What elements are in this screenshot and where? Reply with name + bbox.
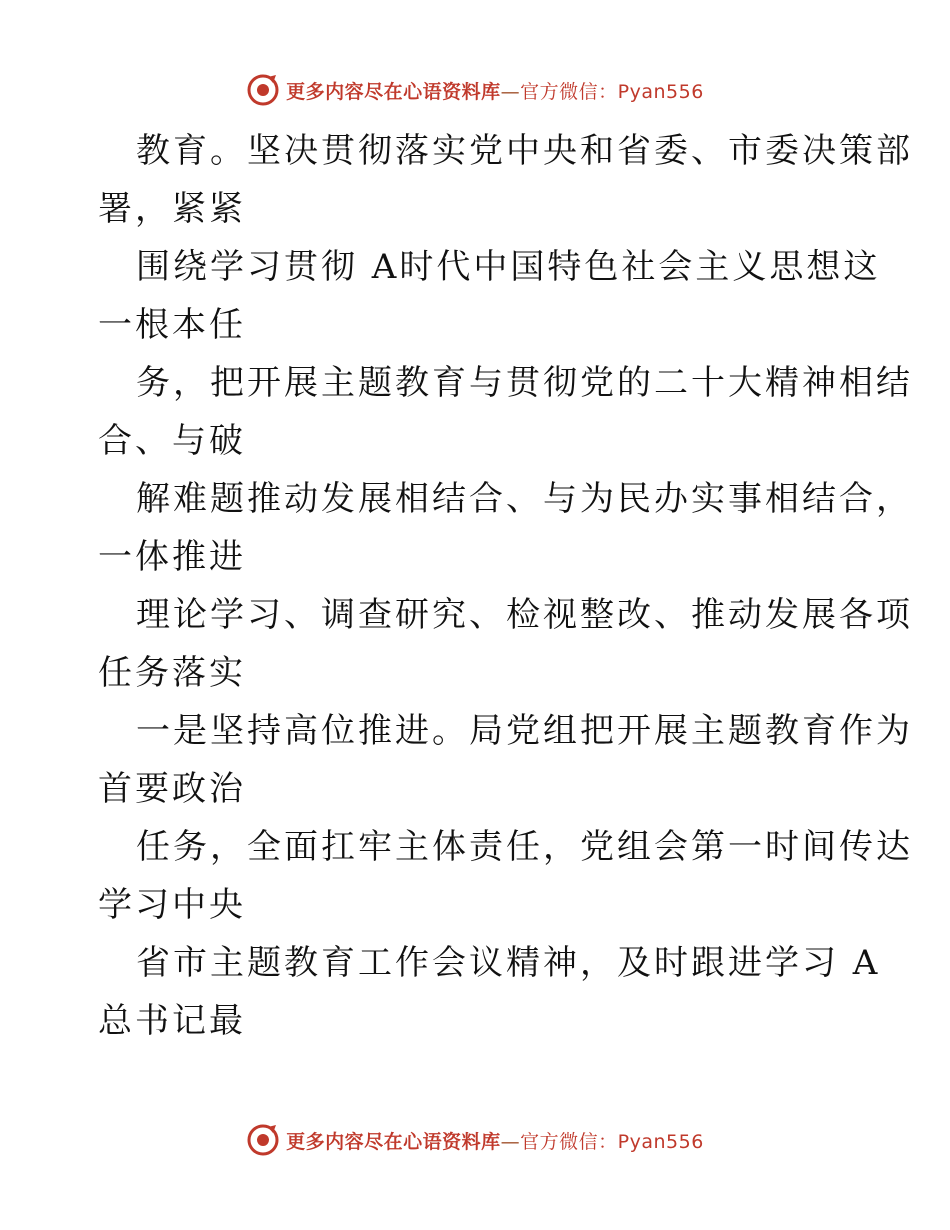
header-banner-dash: —	[500, 80, 521, 103]
paragraph	[98, 934, 881, 1050]
paragraph-line: 省市主题教育工作会议精神，及时跟进学习 A	[136, 943, 881, 983]
paragraph	[98, 470, 913, 586]
paragraph-line: 任务落实	[98, 653, 246, 693]
paragraph-line: 务，把开展主题教育与贯彻党的二十大精神相结	[136, 363, 913, 403]
paragraph-line: 任务，全面扛牢主体责任，党组会第一时间传达	[136, 827, 913, 867]
paragraph	[98, 354, 913, 470]
paragraph-line: 首要政治	[98, 769, 246, 809]
header-banner-text	[286, 77, 704, 104]
paragraph	[98, 122, 913, 238]
pen-logo-icon	[246, 73, 280, 107]
paragraph-line: 一体推进	[98, 537, 246, 577]
paragraph	[98, 818, 913, 934]
footer-banner-lead: 更多内容尽在心语资料库	[286, 1130, 501, 1153]
header-banner-lead: 更多内容尽在心语资料库	[286, 80, 501, 103]
paragraph-line: 学习中央	[98, 885, 246, 925]
paragraph-line: 理论学习、调查研究、检视整改、推动发展各项	[136, 595, 913, 635]
pen-logo-icon	[246, 1123, 280, 1157]
footer-banner	[0, 1120, 950, 1160]
header-banner-tail: 官方微信：Pyan556	[520, 80, 704, 103]
paragraph-line: 解难题推动发展相结合、与为民办实事相结合，	[136, 479, 913, 519]
paragraph-line: 教育。坚决贯彻落实党中央和省委、市委决策部	[136, 131, 913, 171]
paragraph-line: 一根本任	[98, 305, 246, 345]
footer-banner-tail: 官方微信：Pyan556	[520, 1130, 704, 1153]
paragraph	[98, 586, 913, 702]
footer-banner-text	[286, 1127, 704, 1154]
paragraph-line: 总书记最	[98, 1001, 246, 1041]
footer-banner-dash: —	[500, 1130, 521, 1153]
paragraph-line: 一是坚持高位推进。局党组把开展主题教育作为	[136, 711, 913, 751]
header-banner	[0, 70, 950, 110]
document-body	[98, 122, 913, 1050]
paragraph-line: 合、与破	[98, 421, 246, 461]
paragraph-line: 围绕学习贯彻 A时代中国特色社会主义思想这	[136, 247, 881, 287]
paragraph-line: 署，紧紧	[98, 189, 246, 229]
paragraph	[98, 702, 913, 818]
paragraph	[98, 238, 881, 354]
